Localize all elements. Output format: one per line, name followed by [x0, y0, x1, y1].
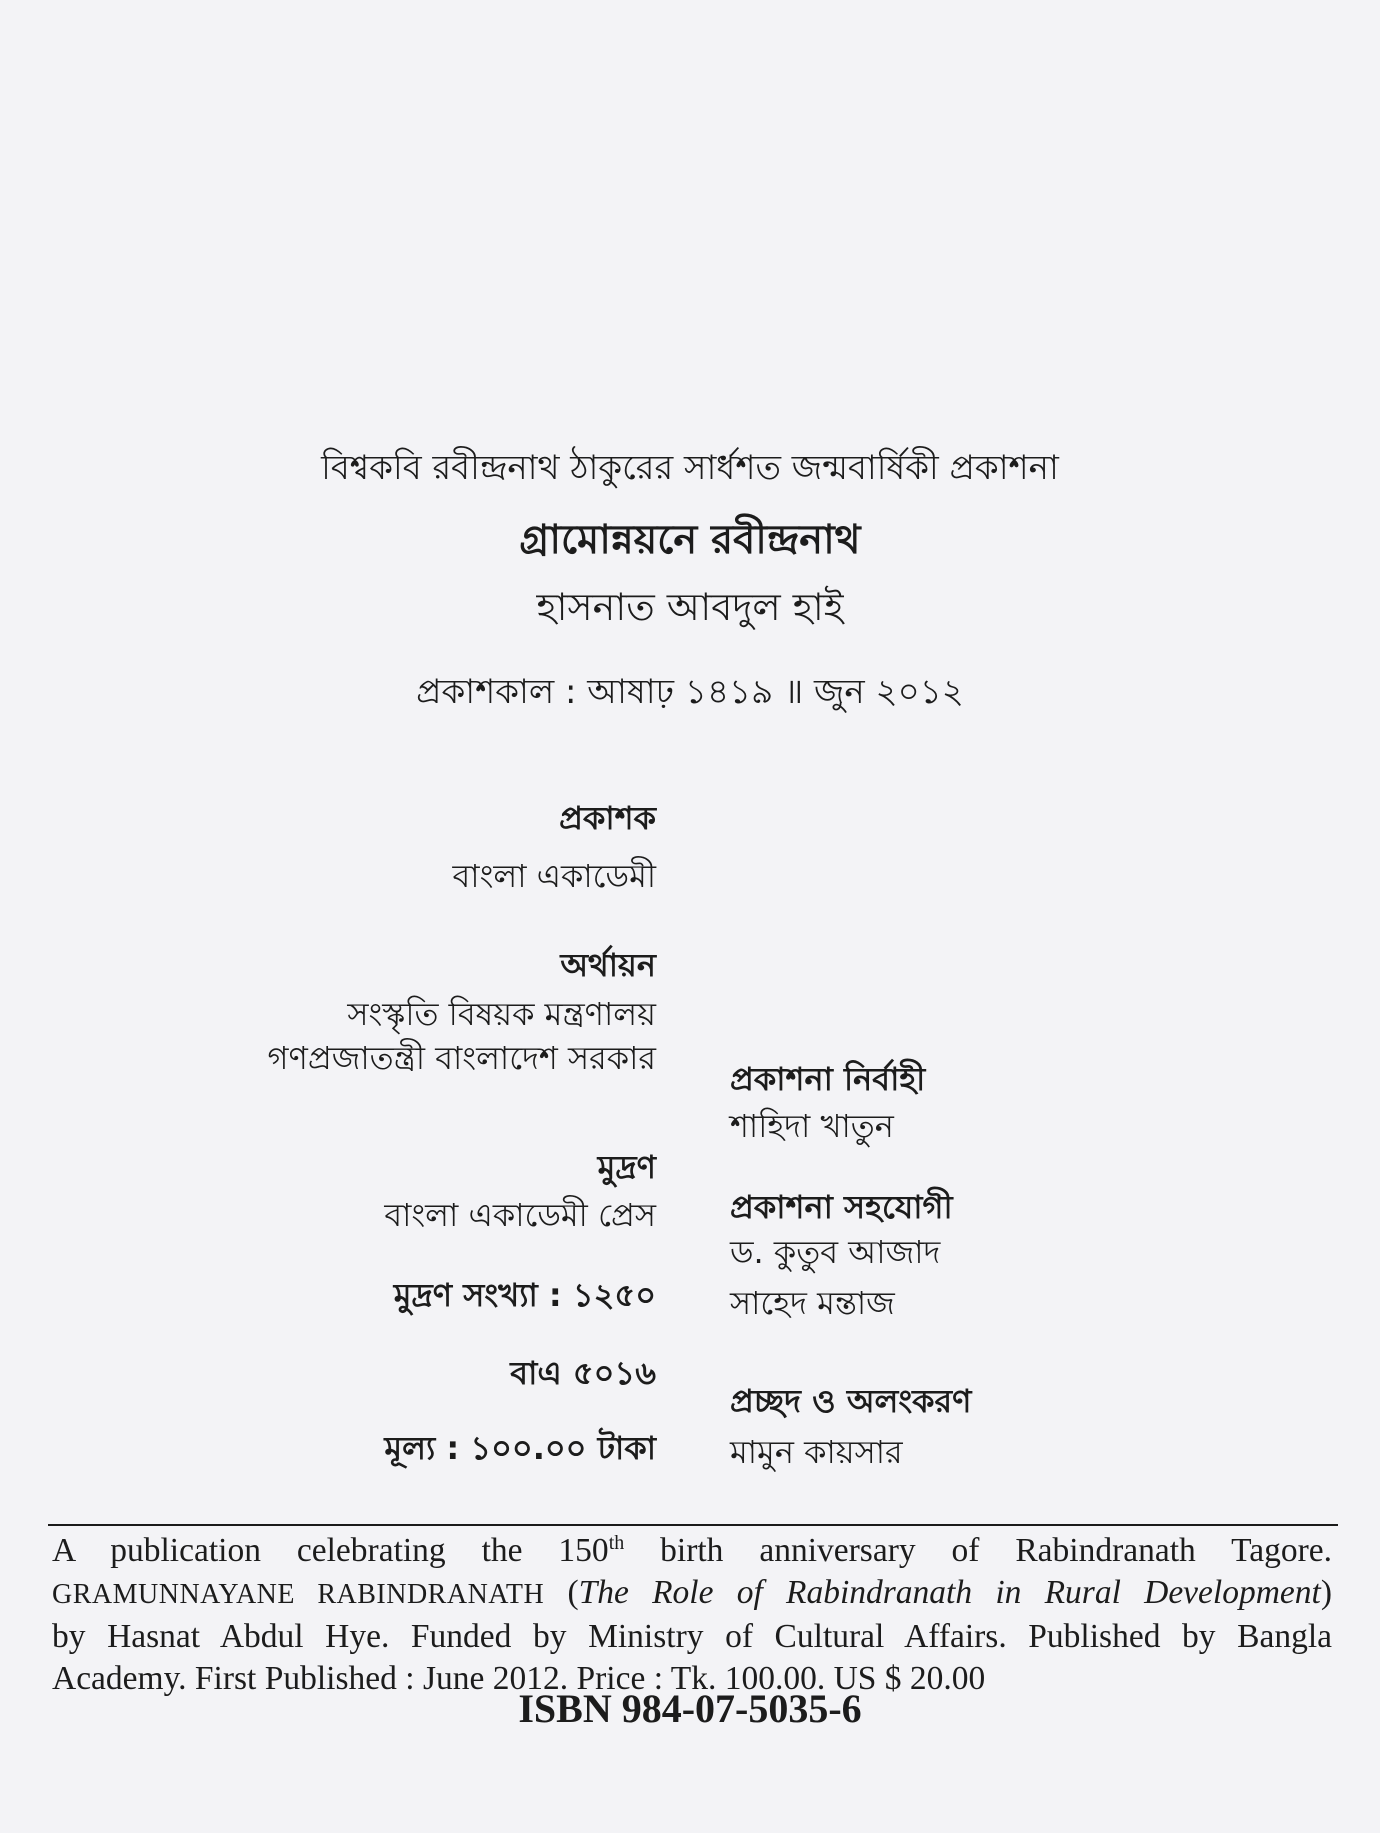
book-title: গ্রামোন্নয়নে রবীন্দ্রনাথ — [519, 517, 861, 563]
printer-name: বাংলা একাডেমী প্রেস — [384, 1196, 656, 1234]
english-line-2: GRAMUNNAYANE RABINDRANATH (The Role of Rabindranath in Rural Development) — [52, 1574, 1333, 1611]
author-name: হাসনাত আবদুল হাই — [536, 585, 844, 629]
print-run: মুদ্রণ সংখ্যা : ১২৫০ — [393, 1276, 656, 1314]
funding-government: গণপ্রজাতন্ত্রী বাংলাদেশ সরকার — [267, 1039, 656, 1077]
publisher-heading: প্রকাশক — [559, 799, 656, 837]
cover-artist: মামুন কায়সার — [730, 1433, 903, 1471]
assistant-name-2: সাহেদ মন্তাজ — [730, 1284, 895, 1322]
executive-heading: প্রকাশনা নির্বাহী — [730, 1060, 926, 1098]
publisher-name: বাংলা একাডেমী — [452, 857, 656, 895]
funding-heading: অর্থায়ন — [560, 946, 656, 984]
funding-ministry: সংস্কৃতি বিষয়ক মন্ত্রণালয় — [347, 995, 656, 1033]
assistant-name-1: ড. কুতুব আজাদ — [730, 1233, 941, 1271]
book-title-english: GRAMUNNAYANE RABINDRANATH — [52, 1579, 545, 1610]
english-line-4: Academy. First Published : June 2012. Price : Tk. 100.00. US $ 20.00 — [52, 1660, 986, 1697]
price-bangla: মূল্য : ১০০.০০ টাকা — [384, 1429, 656, 1467]
english-imprint — [52, 1530, 1332, 1700]
executive-name: শাহিদা খাতুন — [730, 1107, 894, 1145]
printing-heading: মুদ্রণ — [597, 1148, 656, 1186]
isbn: ISBN 984-07-5035-6 — [518, 1686, 862, 1731]
english-line-3: by Hasnat Abdul Hye. Funded by Ministry of Cultural Affairs. Published by Bangla — [52, 1618, 1332, 1655]
divider-rule — [48, 1524, 1338, 1526]
cover-heading: প্রচ্ছদ ও অলংকরণ — [730, 1382, 972, 1420]
book-subtitle-english: The Role of Rabindranath in Rural Development — [578, 1574, 1321, 1611]
publication-date: প্রকাশকাল : আষাঢ় ১৪১৯ ॥ জুন ২০১২ — [416, 672, 964, 712]
english-line-1: A publication celebrating the 150th birth anniversary of Rabindranath Tagore. — [52, 1531, 1332, 1569]
catalogue-number: বাএ ৫০১৬ — [510, 1354, 656, 1392]
assistant-heading: প্রকাশনা সহযোগী — [730, 1188, 953, 1226]
series-line: বিশ্বকবি রবীন্দ্রনাথ ঠাকুরের সার্ধশত জন্মবার্ষিকী প্রকাশনা — [321, 448, 1059, 488]
